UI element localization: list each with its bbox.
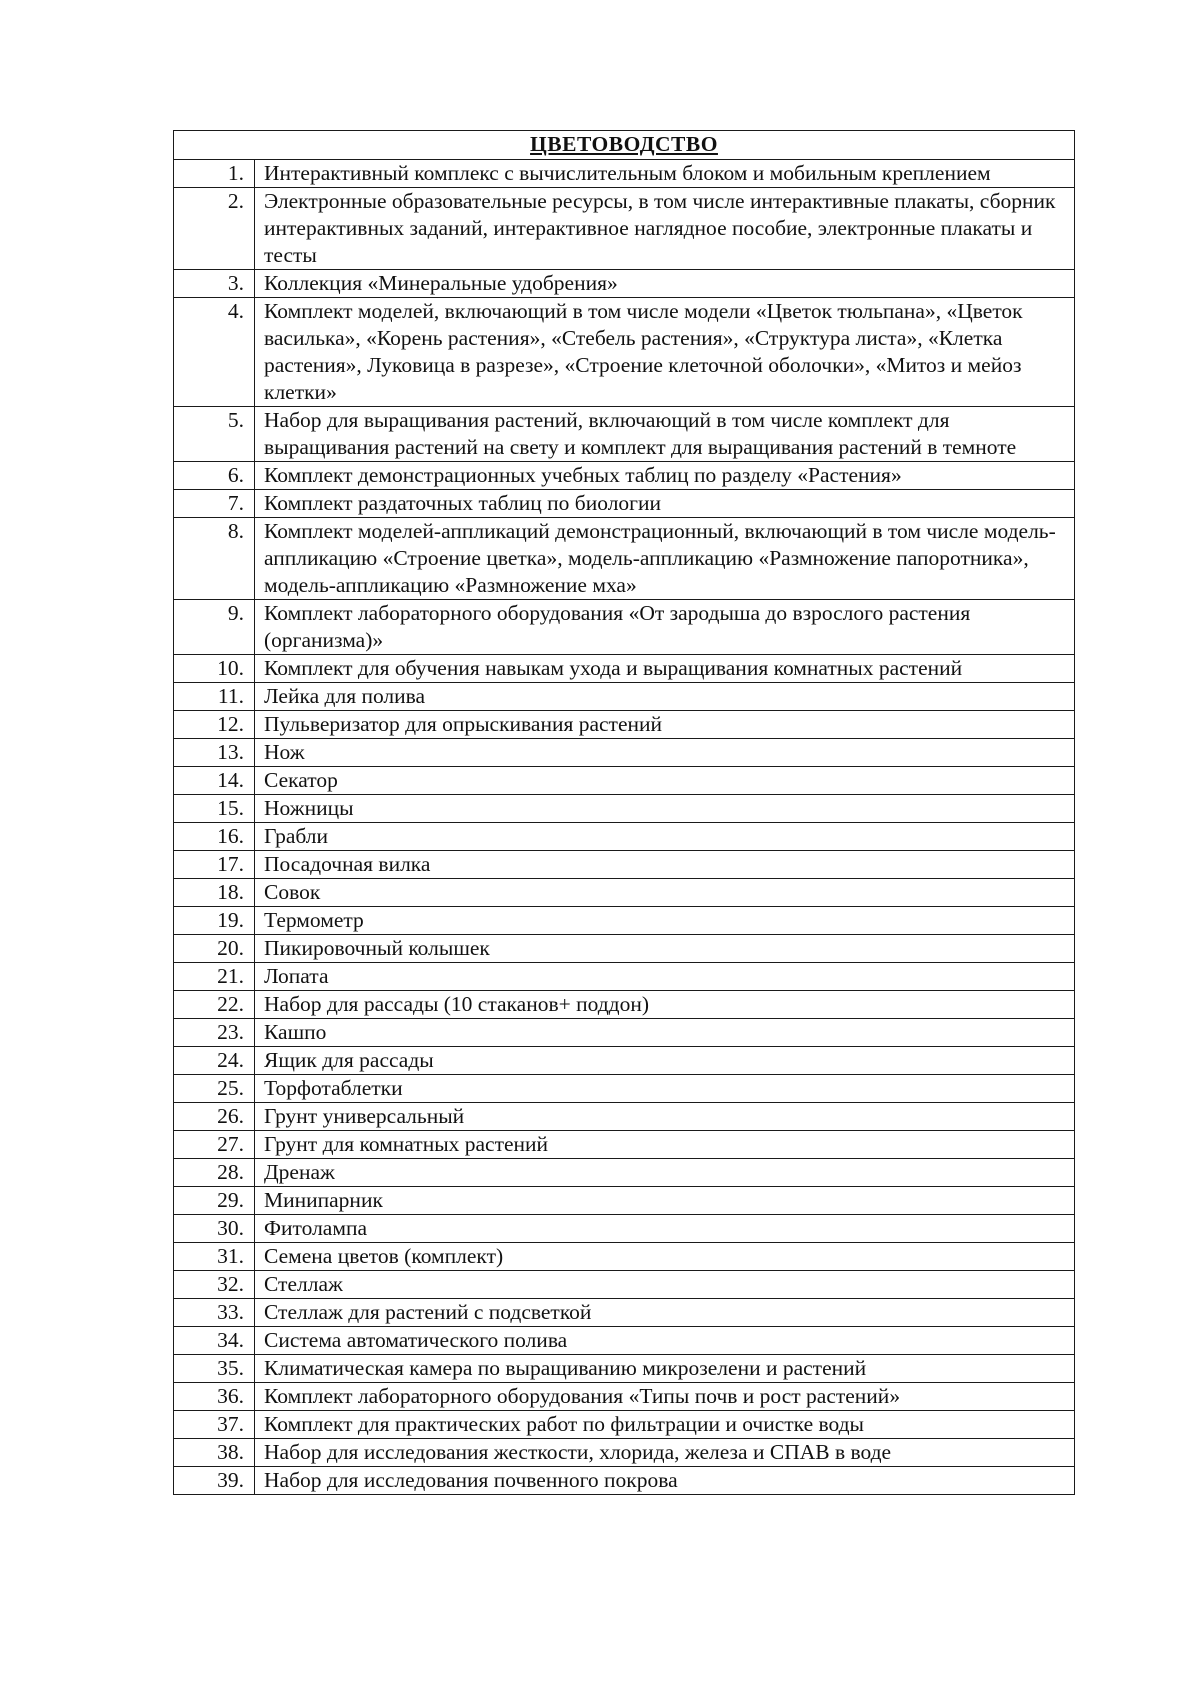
- row-number: 7.: [174, 490, 255, 518]
- table-row: [174, 1131, 1075, 1159]
- item-name: Термометр: [255, 907, 1075, 935]
- row-number: 11.: [174, 683, 255, 711]
- row-number: 38.: [174, 1439, 255, 1467]
- item-name: Комплект моделей-аппликаций демонстрационный, включающий в том числе модель-аппликацию «Строение цветка», модель-аппликацию «Размножение папоротника», модель-аппликацию «Размножение мха»: [255, 518, 1075, 600]
- table-row: [174, 655, 1075, 683]
- row-number: 29.: [174, 1187, 255, 1215]
- item-name: Кашпо: [255, 1019, 1075, 1047]
- table-row: [174, 795, 1075, 823]
- table-row: [174, 991, 1075, 1019]
- item-name: Минипарник: [255, 1187, 1075, 1215]
- table-row: [174, 270, 1075, 298]
- item-name: Лейка для полива: [255, 683, 1075, 711]
- table-row: [174, 711, 1075, 739]
- row-number: 33.: [174, 1299, 255, 1327]
- table-row: [174, 1327, 1075, 1355]
- item-name: Ящик для рассады: [255, 1047, 1075, 1075]
- item-name: Комплект для обучения навыкам ухода и выращивания комнатных растений: [255, 655, 1075, 683]
- row-number: 32.: [174, 1271, 255, 1299]
- item-name: Комплект лабораторного оборудования «От зародыша до взрослого растения (организма)»: [255, 600, 1075, 655]
- table-row: [174, 767, 1075, 795]
- item-name: Комплект раздаточных таблиц по биологии: [255, 490, 1075, 518]
- row-number: 37.: [174, 1411, 255, 1439]
- table-row: [174, 1299, 1075, 1327]
- row-number: 17.: [174, 851, 255, 879]
- table-row: [174, 1383, 1075, 1411]
- item-name: Набор для исследования почвенного покрова: [255, 1467, 1075, 1495]
- item-name: Посадочная вилка: [255, 851, 1075, 879]
- table-row: [174, 1019, 1075, 1047]
- row-number: 34.: [174, 1327, 255, 1355]
- item-name: Электронные образовательные ресурсы, в том числе интерактивные плакаты, сборник интерактивных заданий, интерактивное наглядное пособие, электронные плакаты и тесты: [255, 188, 1075, 270]
- table-row: [174, 851, 1075, 879]
- table-row: [174, 1103, 1075, 1131]
- item-name: Секатор: [255, 767, 1075, 795]
- row-number: 16.: [174, 823, 255, 851]
- row-number: 23.: [174, 1019, 255, 1047]
- item-name: Совок: [255, 879, 1075, 907]
- row-number: 30.: [174, 1215, 255, 1243]
- item-name: Грунт для комнатных растений: [255, 1131, 1075, 1159]
- table-row: [174, 963, 1075, 991]
- item-name: Пикировочный колышек: [255, 935, 1075, 963]
- item-name: Грунт универсальный: [255, 1103, 1075, 1131]
- item-name: Набор для рассады (10 стаканов+ поддон): [255, 991, 1075, 1019]
- item-name: Климатическая камера по выращиванию микрозелени и растений: [255, 1355, 1075, 1383]
- table-row: [174, 823, 1075, 851]
- table-row: [174, 518, 1075, 600]
- row-number: 36.: [174, 1383, 255, 1411]
- item-name: Грабли: [255, 823, 1075, 851]
- row-number: 8.: [174, 518, 255, 600]
- item-name: Фитолампа: [255, 1215, 1075, 1243]
- table-row: [174, 1075, 1075, 1103]
- row-number: 28.: [174, 1159, 255, 1187]
- row-number: 19.: [174, 907, 255, 935]
- table-row: [174, 1411, 1075, 1439]
- table-row: [174, 407, 1075, 462]
- table-row: [174, 1159, 1075, 1187]
- item-name: Семена цветов (комплект): [255, 1243, 1075, 1271]
- item-name: Торфотаблетки: [255, 1075, 1075, 1103]
- table-row: [174, 600, 1075, 655]
- table-row: [174, 490, 1075, 518]
- row-number: 1.: [174, 160, 255, 188]
- row-number: 21.: [174, 963, 255, 991]
- item-name: Пульверизатор для опрыскивания растений: [255, 711, 1075, 739]
- row-number: 20.: [174, 935, 255, 963]
- item-name: Коллекция «Минеральные удобрения»: [255, 270, 1075, 298]
- table-row: [174, 1439, 1075, 1467]
- row-number: 27.: [174, 1131, 255, 1159]
- item-name: Комплект демонстрационных учебных таблиц по разделу «Растения»: [255, 462, 1075, 490]
- row-number: 35.: [174, 1355, 255, 1383]
- table-row: [174, 1215, 1075, 1243]
- row-number: 22.: [174, 991, 255, 1019]
- item-name: Нож: [255, 739, 1075, 767]
- item-name: Комплект лабораторного оборудования «Типы почв и рост растений»: [255, 1383, 1075, 1411]
- item-name: Интерактивный комплекс с вычислительным блоком и мобильным креплением: [255, 160, 1075, 188]
- item-name: Комплект для практических работ по фильтрации и очистке воды: [255, 1411, 1075, 1439]
- item-name: Набор для выращивания растений, включающий в том числе комплект для выращивания растений на свету и комплект для выращивания растений в темноте: [255, 407, 1075, 462]
- item-name: Стеллаж: [255, 1271, 1075, 1299]
- table-row: [174, 298, 1075, 407]
- section-title: ЦВЕТОВОДСТВО: [174, 131, 1075, 160]
- row-number: 5.: [174, 407, 255, 462]
- item-name: Система автоматического полива: [255, 1327, 1075, 1355]
- table-row: [174, 1187, 1075, 1215]
- item-name: Набор для исследования жесткости, хлорида, железа и СПАВ в воде: [255, 1439, 1075, 1467]
- table-row: [174, 907, 1075, 935]
- row-number: 26.: [174, 1103, 255, 1131]
- table-row: [174, 739, 1075, 767]
- item-name: Ножницы: [255, 795, 1075, 823]
- table-row: [174, 160, 1075, 188]
- item-name: Стеллаж для растений с подсветкой: [255, 1299, 1075, 1327]
- equipment-table: [173, 130, 1075, 1495]
- table-row: [174, 1355, 1075, 1383]
- row-number: 12.: [174, 711, 255, 739]
- table-row: [174, 188, 1075, 270]
- row-number: 15.: [174, 795, 255, 823]
- item-name: Дренаж: [255, 1159, 1075, 1187]
- row-number: 31.: [174, 1243, 255, 1271]
- row-number: 24.: [174, 1047, 255, 1075]
- table-row: [174, 1047, 1075, 1075]
- row-number: 2.: [174, 188, 255, 270]
- table-row: [174, 1467, 1075, 1495]
- table-row: [174, 462, 1075, 490]
- row-number: 10.: [174, 655, 255, 683]
- row-number: 6.: [174, 462, 255, 490]
- table-header-row: [174, 131, 1075, 160]
- table-row: [174, 879, 1075, 907]
- table-body: [174, 160, 1075, 1495]
- row-number: 25.: [174, 1075, 255, 1103]
- row-number: 9.: [174, 600, 255, 655]
- table-row: [174, 683, 1075, 711]
- table-row: [174, 935, 1075, 963]
- table-row: [174, 1243, 1075, 1271]
- row-number: 4.: [174, 298, 255, 407]
- item-name: Лопата: [255, 963, 1075, 991]
- row-number: 13.: [174, 739, 255, 767]
- row-number: 3.: [174, 270, 255, 298]
- row-number: 14.: [174, 767, 255, 795]
- row-number: 39.: [174, 1467, 255, 1495]
- item-name: Комплект моделей, включающий в том числе модели «Цветок тюльпана», «Цветок василька», «Корень растения», «Стебель растения», «Структура листа», «Клетка растения», Луковица в разрезе», «Строение клеточной оболочки», «Митоз и мейоз клетки»: [255, 298, 1075, 407]
- row-number: 18.: [174, 879, 255, 907]
- table-row: [174, 1271, 1075, 1299]
